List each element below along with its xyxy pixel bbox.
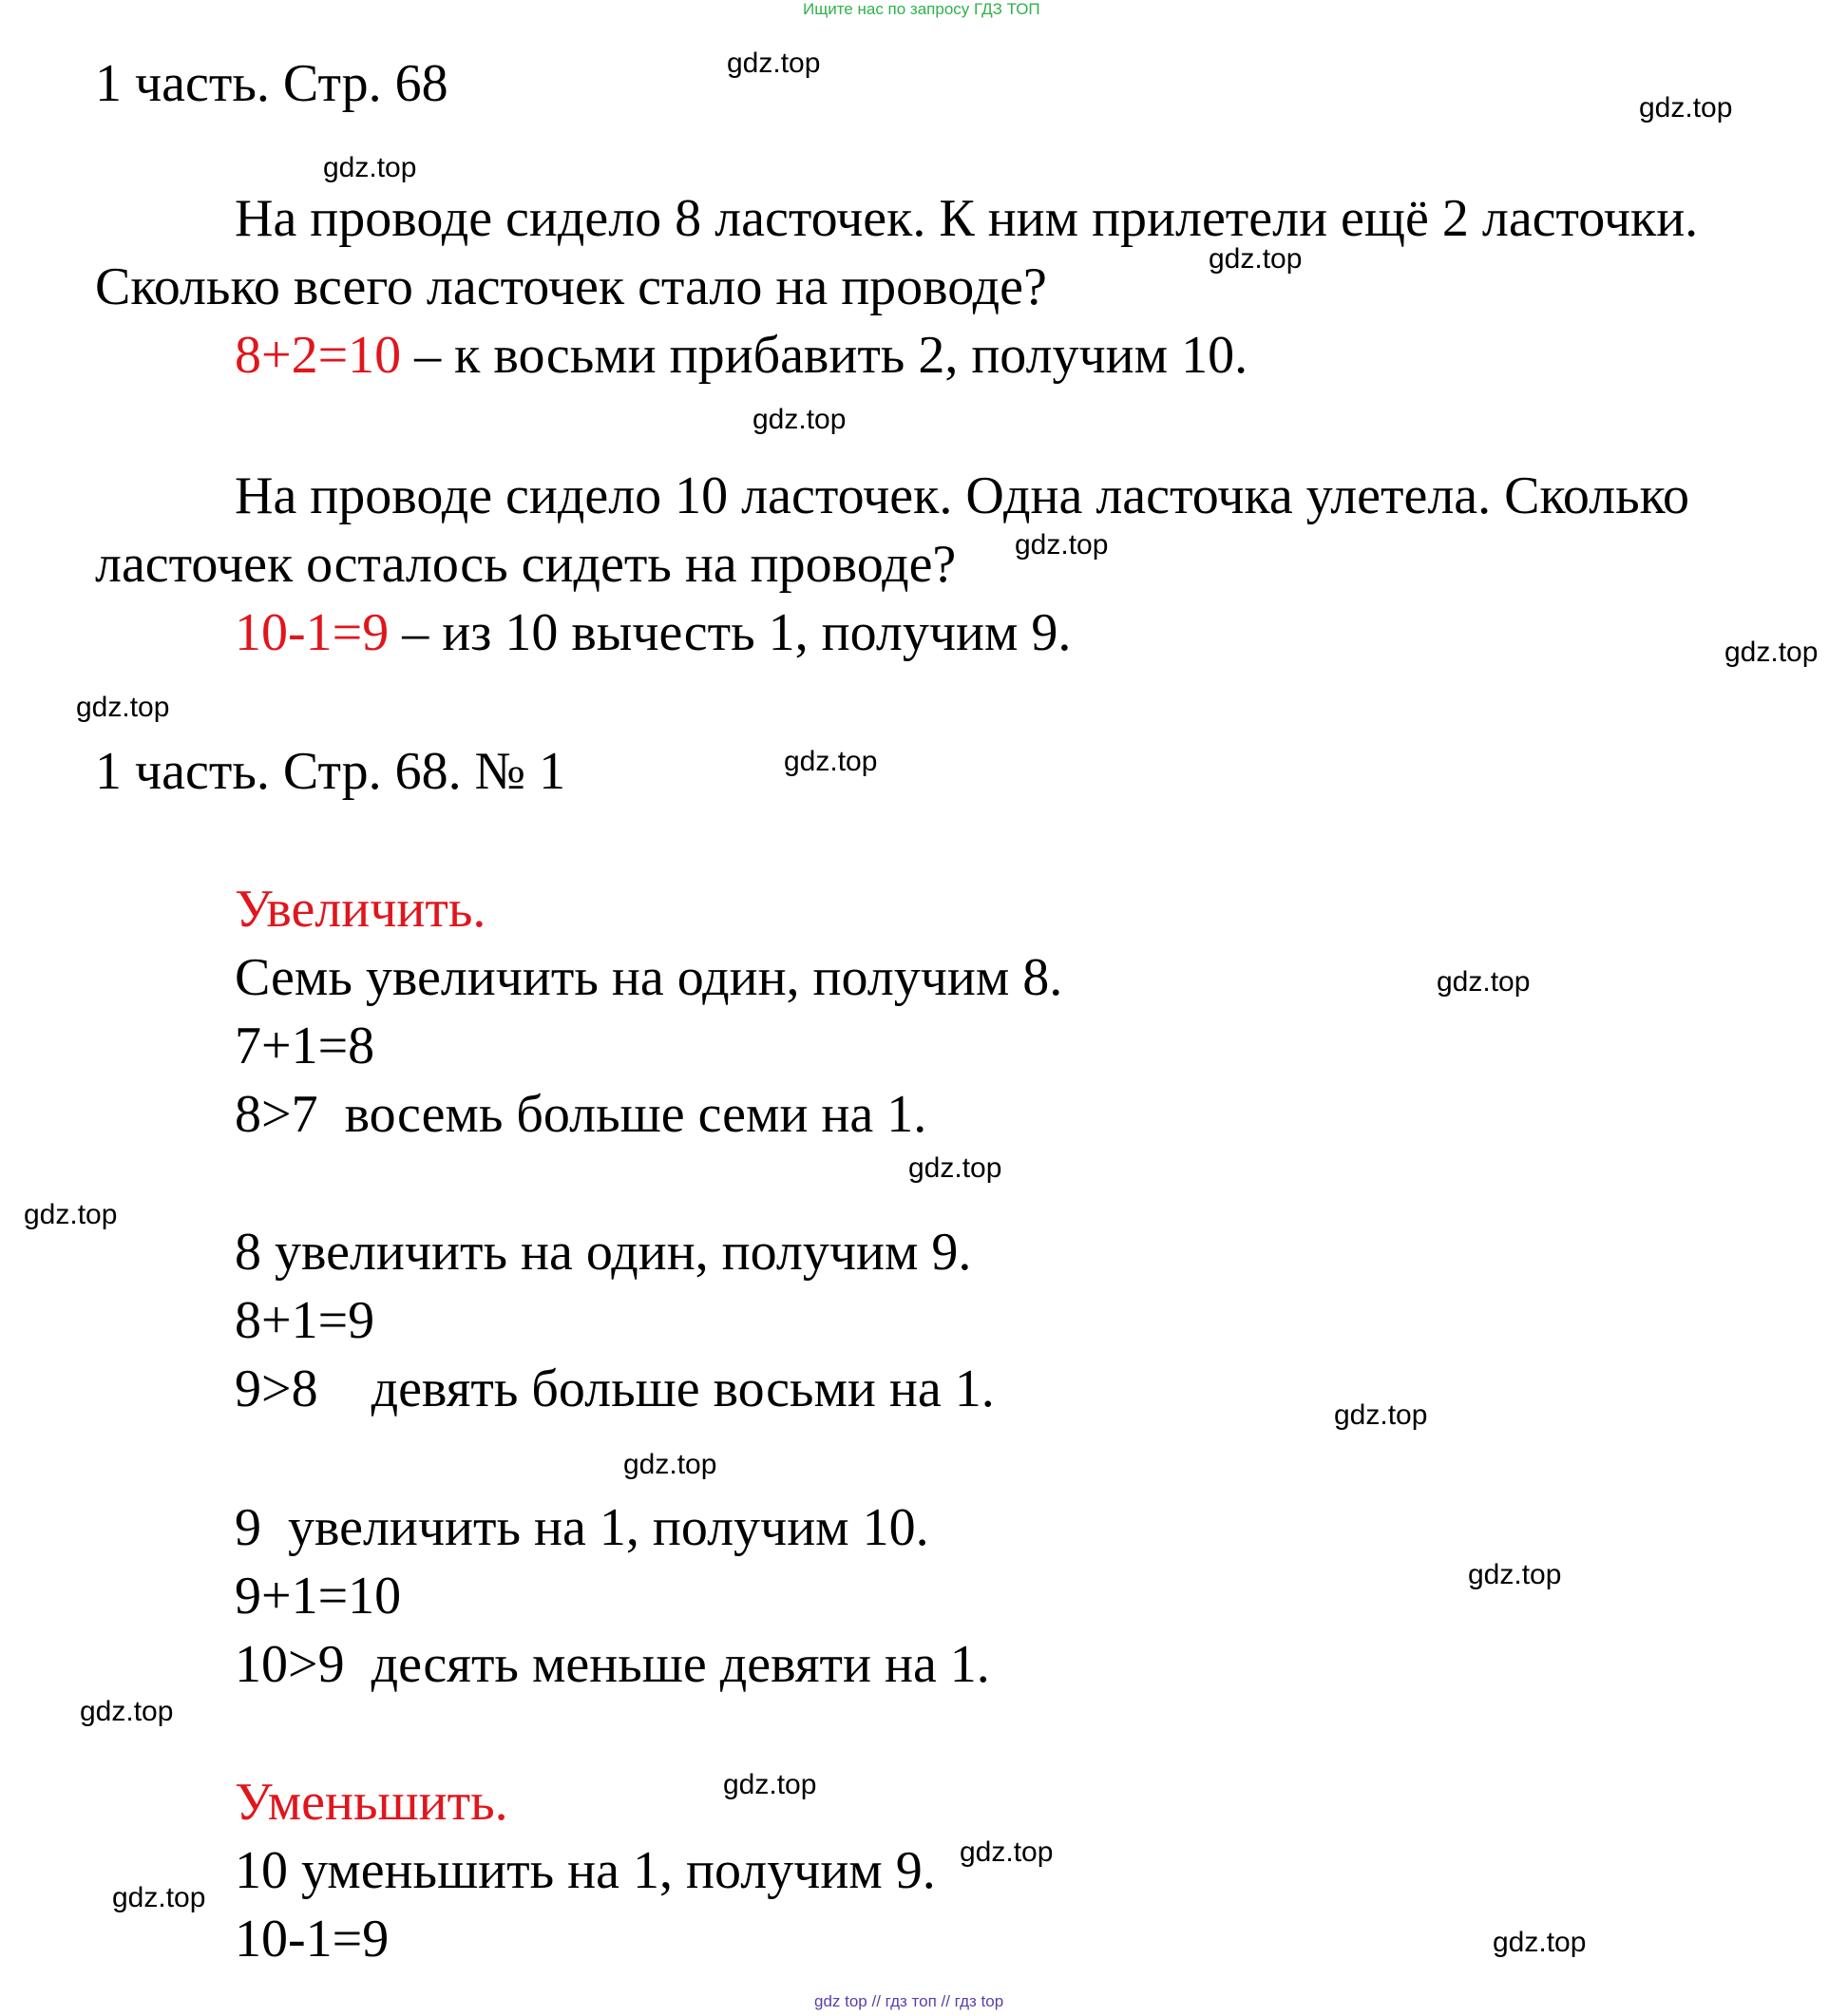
heading-part1-page68: 1 часть. Стр. 68 <box>95 54 448 113</box>
watermark: gdz.top <box>80 1696 174 1727</box>
watermark: gdz.top <box>1493 1927 1587 1958</box>
problem2-answer-text: – из 10 вычесть 1, получим 9. <box>389 603 1072 662</box>
increase-line: Семь увеличить на один, получим 8. <box>235 948 1063 1007</box>
increase-line: 7+1=8 <box>235 1017 375 1075</box>
problem2-line1: На проводе сидело 10 ласточек. Одна ласточка улетела. Сколько <box>235 466 1689 525</box>
increase-line: 8>7 восемь больше семи на 1. <box>235 1085 927 1144</box>
watermark: gdz.top <box>1015 529 1109 561</box>
watermark: gdz.top <box>727 48 821 79</box>
watermark: gdz.top <box>112 1882 206 1913</box>
watermark: gdz.top <box>784 746 878 777</box>
decrease-line: 10-1=9 <box>235 1910 390 1968</box>
decrease-title: Уменьшить. <box>235 1773 508 1832</box>
watermark: gdz.top <box>323 152 417 183</box>
increase-line: 8 увеличить на один, получим 9. <box>235 1223 972 1282</box>
watermark: gdz.top <box>723 1769 817 1800</box>
watermark: gdz.top <box>1334 1399 1428 1431</box>
increase-line: 9+1=10 <box>235 1567 402 1626</box>
watermark: gdz.top <box>1639 92 1733 124</box>
increase-line: 9>8 девять больше восьми на 1. <box>235 1360 995 1418</box>
decrease-line: 10 уменьшить на 1, получим 9. <box>235 1841 936 1900</box>
problem1-line1: На проводе сидело 8 ласточек. К ним прилетели ещё 2 ласточки. <box>235 189 1699 248</box>
increase-line: 10>9 десять меньше девяти на 1. <box>235 1635 990 1694</box>
problem2-line2: ласточек осталось сидеть на проводе? <box>95 535 957 594</box>
watermark: gdz.top <box>1437 966 1531 998</box>
bottom-banner: gdz top // гдз топ // гдз top <box>814 1992 1004 2010</box>
top-banner: Ищите нас по запросу ГДЗ ТОП <box>803 0 1040 18</box>
heading-part1-page68-no1: 1 часть. Стр. 68. № 1 <box>95 742 566 801</box>
problem1-line2: Сколько всего ласточек стало на проводе? <box>95 257 1047 316</box>
increase-title: Увеличить. <box>235 880 486 939</box>
watermark: gdz.top <box>1724 637 1819 668</box>
watermark: gdz.top <box>24 1199 118 1230</box>
watermark: gdz.top <box>1468 1559 1562 1590</box>
problem2-answer <box>235 602 1071 663</box>
watermark: gdz.top <box>623 1449 717 1480</box>
increase-line: 9 увеличить на 1, получим 10. <box>235 1498 929 1557</box>
problem1-answer-expression: 8+2=10 <box>235 326 402 385</box>
problem1-answer <box>235 325 1248 386</box>
increase-line: 8+1=9 <box>235 1291 375 1350</box>
watermark: gdz.top <box>753 404 847 435</box>
watermark: gdz.top <box>1209 243 1303 275</box>
problem2-answer-expression: 10-1=9 <box>235 603 390 662</box>
watermark: gdz.top <box>908 1152 1002 1184</box>
watermark: gdz.top <box>960 1836 1054 1868</box>
problem1-answer-text: – к восьми прибавить 2, получим 10. <box>401 326 1248 385</box>
watermark: gdz.top <box>76 692 170 723</box>
